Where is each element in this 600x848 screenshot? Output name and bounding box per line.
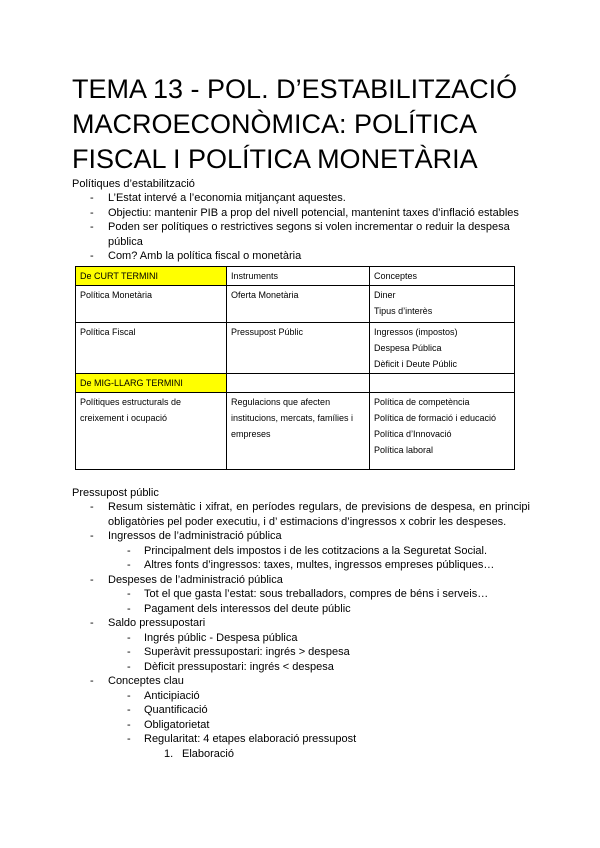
header-mid-long-term: De MIG-LLARG TERMINI: [76, 374, 227, 393]
list-item: [72, 249, 530, 264]
list-item: [72, 558, 530, 573]
section-heading-estabilitzacio: Polítiques d’estabilització: [72, 178, 195, 190]
list-item-text: Altres fonts d’ingressos: taxes, multes, ingressos empreses públiques…: [144, 559, 495, 571]
list-item-text: Poden ser polítiques o restrictives segons si volen incrementar o reduir la despesa pública: [108, 221, 510, 248]
table-cell-empty: [370, 374, 515, 393]
table-cell: [370, 286, 515, 323]
bullet-dash: -: [90, 501, 94, 513]
concept-item: Política d’Innovació: [374, 429, 452, 439]
concept-item: Tipus d’interès: [374, 306, 433, 316]
list-item-text: Despeses de l’administració pública: [108, 573, 283, 586]
list-item: [72, 689, 530, 704]
list-estabilitzacio: [72, 191, 530, 264]
list-item: [72, 616, 530, 631]
list-item-text: L’Estat intervé a l’economia mitjançant aquestes.: [108, 192, 346, 204]
list-item-text: Principalment dels impostos i de les cotitzacions a la Seguretat Social.: [144, 544, 488, 557]
list-item-text: Saldo pressupostari: [108, 617, 206, 629]
bullet-dash: -: [127, 689, 131, 702]
list-item-text: Objectiu: mantenir PIB a prop del nivell potencial, mantenint taxes d’inflació estables: [108, 206, 519, 219]
list-item: [72, 602, 530, 617]
bullet-dash: -: [90, 675, 94, 687]
list-item-text: Elaboració: [182, 747, 234, 760]
header-short-term: De CURT TERMINI: [76, 267, 227, 286]
concept-item: Política de formació i educació: [374, 413, 497, 423]
bullet-dash: -: [90, 206, 94, 219]
table-cell: Política Fiscal: [76, 323, 227, 374]
bullet-dash: -: [127, 588, 131, 600]
concept-item: Política de competència: [374, 397, 470, 407]
table-row: [76, 267, 515, 286]
list-item-text: Ingrés públic - Despesa pública: [144, 631, 298, 644]
bullet-dash: -: [127, 559, 131, 571]
list-item-text: Tot el que gasta l’estat: sous treballadors, compres de béns i serveis…: [144, 588, 489, 600]
list-item: [72, 660, 530, 675]
list-item: [72, 573, 530, 588]
bullet-dash: -: [90, 221, 94, 233]
concept-item: Ingressos (impostos): [374, 327, 458, 337]
bullet-dash: -: [90, 617, 94, 629]
list-item: [72, 674, 530, 689]
table-row: [76, 323, 515, 374]
list-item: [72, 500, 530, 529]
table-cell: [370, 393, 515, 470]
table-cell: Oferta Monetària: [227, 286, 370, 323]
bullet-dash: -: [127, 660, 131, 673]
table-cell: Política Monetària: [76, 286, 227, 323]
list-item: [72, 631, 530, 646]
header-instruments: Instruments: [227, 267, 370, 286]
concept-item: Política laboral: [374, 445, 434, 455]
number-marker: 1.: [164, 747, 174, 760]
header-concepts: Conceptes: [370, 267, 515, 286]
list-pressupost: [72, 500, 530, 761]
list-item: [72, 732, 530, 747]
list-item-text: Resum sistemàtic i xifrat, en períodes regulars, de previsions de despesa, en principi obligatòries pel poder executiu, i d’ estimacions d’ingressos x cobrir les despeses.: [108, 501, 530, 528]
concept-item: Diner: [374, 290, 396, 300]
table-cell: Polítiques estructurals de creixement i ocupació: [76, 393, 227, 470]
list-item: [72, 645, 530, 660]
table-cell: Pressupost Públic: [227, 323, 370, 374]
table-row: [76, 286, 515, 323]
page-title: TEMA 13 - POL. D’ESTABILITZACIÓ MACROECONÒMICA: POLÍTICA FISCAL I POLÍTICA MONETÀRIA: [72, 74, 518, 174]
table-row: [76, 374, 515, 393]
bullet-dash: -: [127, 704, 131, 716]
list-item: [72, 191, 530, 206]
bullet-dash: -: [127, 646, 131, 658]
list-item-text: Regularitat: 4 etapes elaboració pressupost: [144, 733, 357, 745]
bullet-dash: -: [127, 718, 131, 731]
list-item: [72, 587, 530, 602]
list-item: [72, 718, 530, 733]
list-item-text: Conceptes clau: [108, 675, 184, 687]
list-item: [72, 529, 530, 544]
list-item-text: Dèficit pressupostari: ingrés < despesa: [144, 660, 334, 673]
list-item-text: Anticipiació: [144, 689, 200, 702]
policies-table: [75, 266, 515, 470]
concept-item: Despesa Pública: [374, 343, 442, 353]
bullet-dash: -: [90, 530, 94, 542]
list-item-text: Com? Amb la política fiscal o monetària: [108, 250, 302, 262]
list-item-text: Pagament dels interessos del deute públic: [144, 602, 351, 615]
table-cell: Regulacions que afecten institucions, mercats, famílies i empreses: [227, 393, 370, 470]
list-item: [72, 703, 530, 718]
table-cell: [370, 323, 515, 374]
bullet-dash: -: [90, 250, 94, 262]
list-item-text: Quantificació: [144, 704, 208, 716]
bullet-dash: -: [127, 733, 131, 745]
concept-item: Dèficit i Deute Públic: [374, 359, 458, 369]
list-item: [72, 206, 530, 221]
list-item-text: Ingressos de l’administració pública: [108, 530, 282, 542]
bullet-dash: -: [127, 544, 131, 557]
section-heading-pressupost: Pressupost públic: [72, 487, 159, 499]
list-item-text: Obligatorietat: [144, 718, 210, 731]
list-item: [72, 544, 530, 559]
table-row: [76, 393, 515, 470]
bullet-dash: -: [90, 573, 94, 586]
table-cell-empty: [227, 374, 370, 393]
list-item: [72, 220, 530, 249]
bullet-dash: -: [127, 602, 131, 615]
list-item-text: Superàvit pressupostari: ingrés > despesa: [144, 646, 350, 658]
bullet-dash: -: [90, 192, 94, 204]
bullet-dash: -: [127, 631, 131, 644]
numbered-item: [72, 747, 530, 762]
